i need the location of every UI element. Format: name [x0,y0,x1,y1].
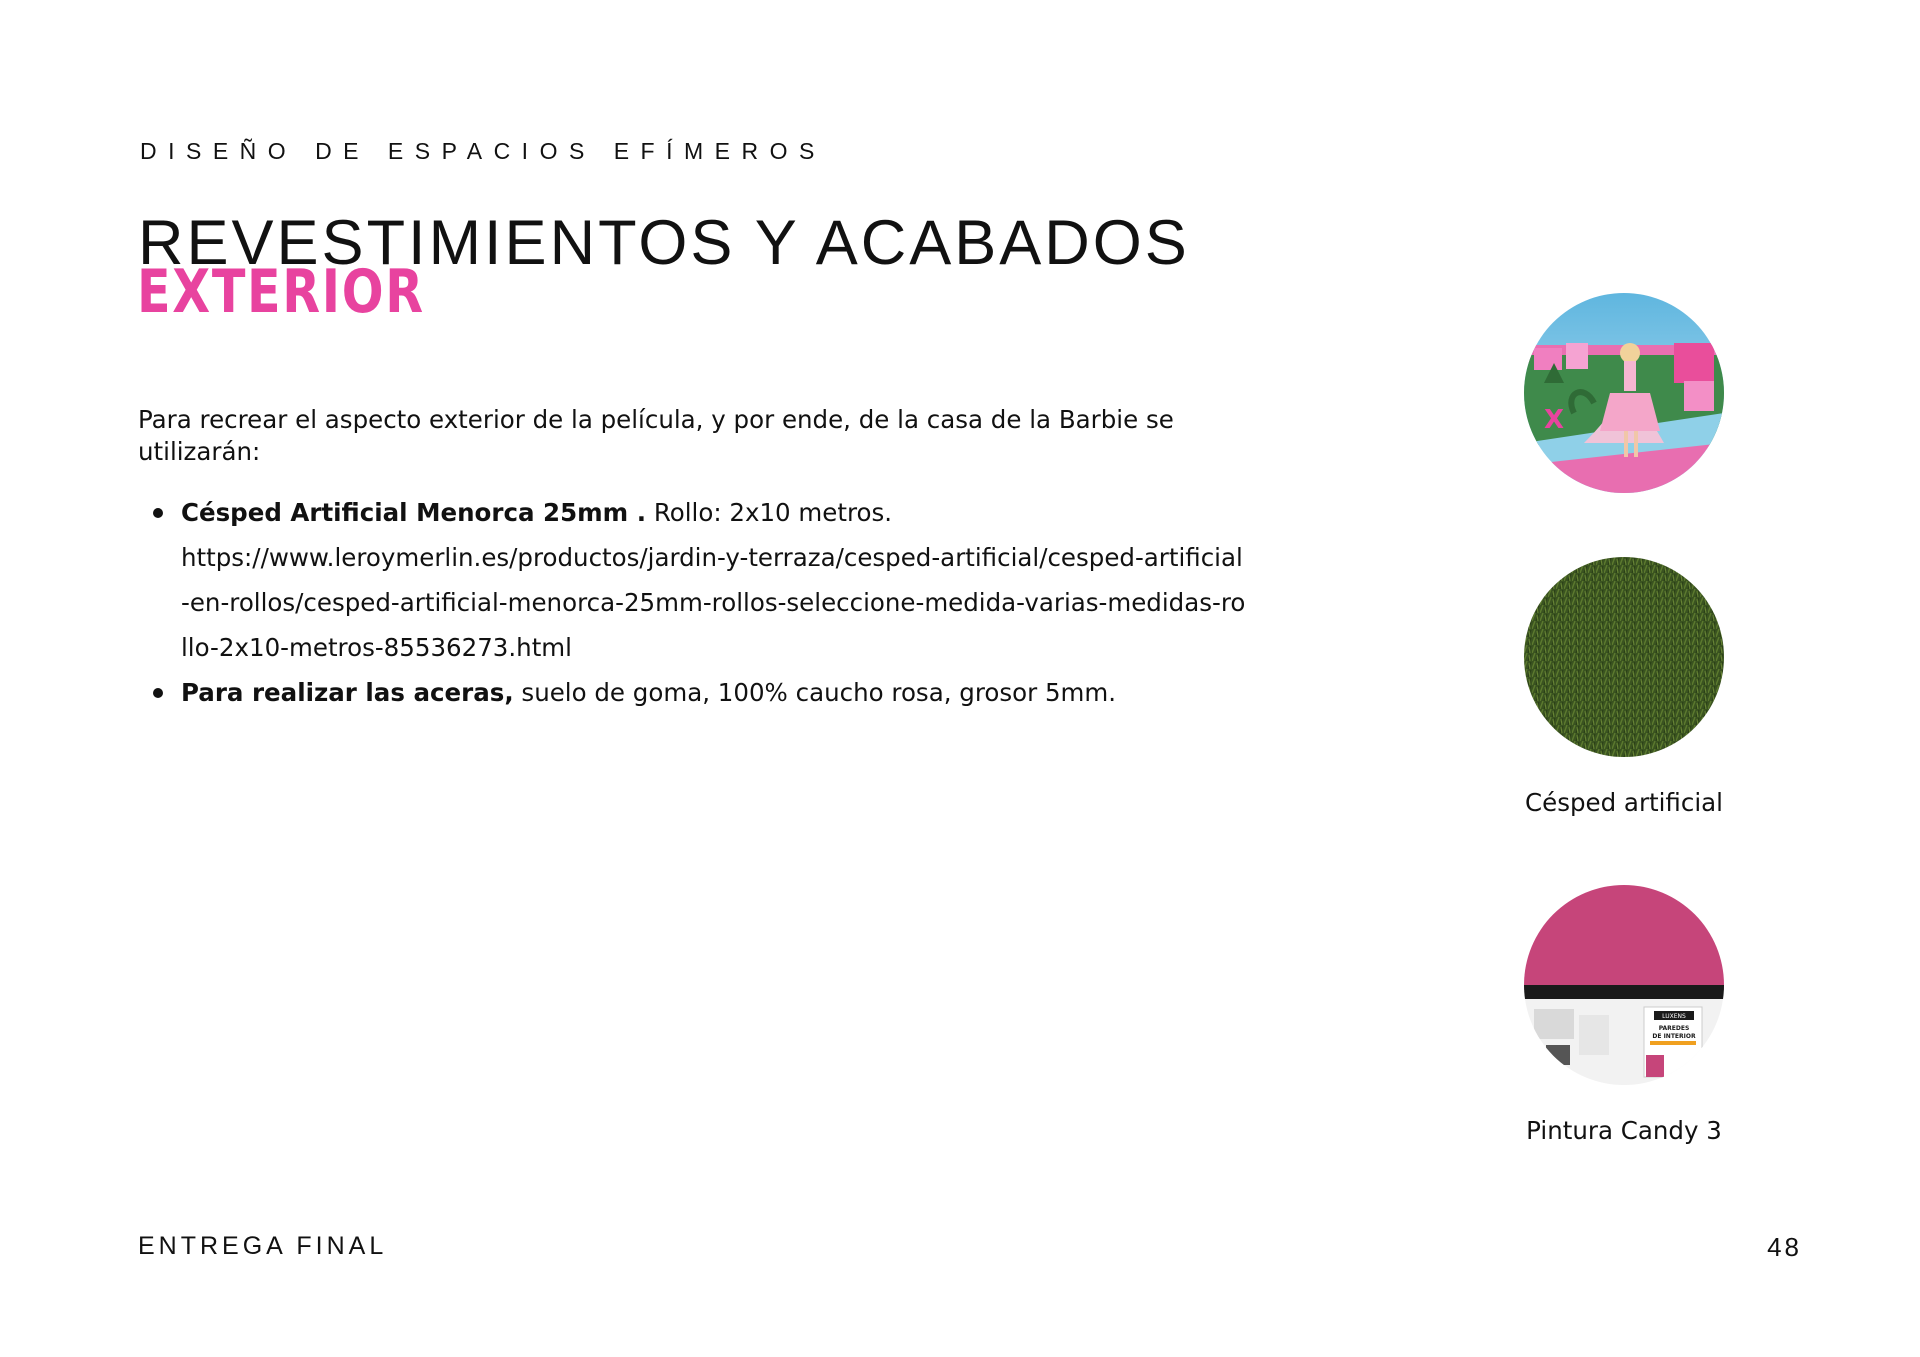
list-item [138,490,1288,670]
barbie-house-image [1524,293,1724,493]
page-title: REVESTIMIENTOS Y ACABADOS [138,208,1190,278]
item-text: suelo de goma, 100% caucho rosa, grosor 5mm. [513,678,1117,707]
barbie-house-illustration [1524,293,1724,493]
list-item [138,670,1288,715]
page-subtitle: EXTERIOR [137,257,425,327]
page-number: 48 [1767,1232,1802,1262]
section-kicker: DISEÑO DE ESPACIOS EFÍMEROS [140,138,826,164]
grass-caption: Césped artificial [1525,788,1723,817]
paint-image [1524,885,1724,1085]
item-title: Para realizar las aceras, [181,678,514,707]
bullet-icon [153,688,163,698]
intro-paragraph: Para recrear el aspecto exterior de la película, y por ende, de la casa de la Barbie se utilizarán: [138,405,1174,466]
paint-brand-label: LUXENS [1662,1013,1686,1020]
paint-can-illustration [1524,885,1724,1085]
paint-label-line2: DE INTERIOR [1652,1033,1696,1040]
grass-image [1524,557,1724,757]
paint-label-line1: PAREDES [1658,1025,1690,1032]
item-text: Rollo: 2x10 metros. [646,498,893,527]
materials-list [138,490,1288,715]
grass-texture [1524,557,1724,757]
item-title: Césped Artificial Menorca 25mm . [181,498,647,527]
footer-label: ENTREGA FINAL [138,1232,388,1260]
bullet-icon [153,508,163,518]
svg-text:X: X [1544,405,1565,435]
paint-caption: Pintura Candy 3 [1526,1116,1722,1145]
product-link[interactable]: https://www.leroymerlin.es/productos/jardin-y-terraza/cesped-artificial/cesped-artificial-en-rollos/cesped-artificial-menorca-25mm-rollos-seleccione-medida-varias-medidas-rollo-2x10-metros-85536273.html [181,543,1246,662]
